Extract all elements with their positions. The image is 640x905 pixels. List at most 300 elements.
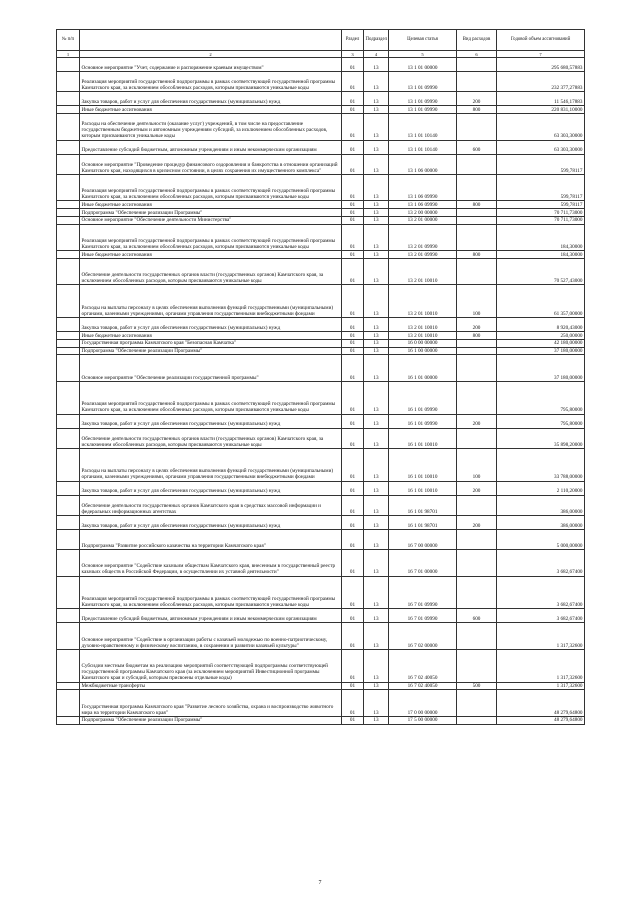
num-cell xyxy=(57,576,80,609)
row-razdel: 01 xyxy=(342,209,364,217)
row-razdel: 01 xyxy=(342,529,364,549)
row-podrazdel: 13 xyxy=(364,285,389,318)
row-podrazdel: 13 xyxy=(364,716,389,724)
table-row xyxy=(57,690,585,717)
num-cell xyxy=(57,201,80,209)
col-number: 5 xyxy=(389,51,457,58)
row-name: Иные бюджетные ассигнования xyxy=(80,201,342,209)
row-sum: 795,80000 xyxy=(497,381,585,414)
row-sum: 8 920,43000 xyxy=(497,318,585,332)
row-expense-type: 200 xyxy=(457,515,497,529)
row-name: Подпрограмма "Обеспечение реализации Программы" xyxy=(80,716,342,724)
row-name: Государственная программа Камчатского края "Развитие лесного хозяйства, охрана и воспроизводство животного мира на территории Камчатского края" xyxy=(80,690,342,717)
row-expense-type xyxy=(457,347,497,355)
row-sum: 232 377,27883 xyxy=(497,72,585,92)
row-razdel: 01 xyxy=(342,106,364,114)
row-razdel: 01 xyxy=(342,609,364,623)
row-podrazdel: 13 xyxy=(364,106,389,114)
num-cell xyxy=(57,258,80,285)
row-razdel: 01 xyxy=(342,428,364,448)
row-name: Предоставление субсидий бюджетным, автономным учреждениям и иным некоммерческим организациям xyxy=(80,140,342,154)
num-cell xyxy=(57,355,80,382)
row-target-article: 13 1 01 00000 xyxy=(389,58,457,72)
num-cell xyxy=(57,106,80,114)
row-target-article: 13 1 01 10140 xyxy=(389,114,457,141)
row-name: Основное мероприятие "Содействие казачьим обществам Камчатского края, внесенным в государственный реестр казачьих обществ в Российской Федерации, в осуществлении их уставной деятельности" xyxy=(80,550,342,577)
row-target-article: 16 1 00 00000 xyxy=(389,347,457,355)
row-podrazdel: 13 xyxy=(364,515,389,529)
row-sum: 184,30000 xyxy=(497,251,585,259)
num-cell xyxy=(57,682,80,690)
table-row xyxy=(57,174,585,201)
row-name: Расходы на выплаты персоналу в целях обеспечения выполнения функций государственными (муниципальными) органами, казенными учреждениями, органами управления государственными внебюджетными фондами xyxy=(80,448,342,481)
row-razdel: 01 xyxy=(342,414,364,428)
table-row xyxy=(57,716,585,724)
table-row xyxy=(57,258,585,285)
row-podrazdel: 13 xyxy=(364,174,389,201)
table-row xyxy=(57,623,585,650)
row-expense-type: 200 xyxy=(457,481,497,495)
row-podrazdel: 13 xyxy=(364,355,389,382)
row-razdel: 01 xyxy=(342,355,364,382)
row-podrazdel: 13 xyxy=(364,495,389,515)
row-podrazdel: 13 xyxy=(364,209,389,217)
num-cell xyxy=(57,716,80,724)
row-expense-type xyxy=(457,355,497,382)
header-expense-type: Вид расходов xyxy=(457,30,497,51)
row-expense-type xyxy=(457,690,497,717)
row-podrazdel: 13 xyxy=(364,690,389,717)
table-row xyxy=(57,414,585,428)
row-razdel: 01 xyxy=(342,92,364,106)
budget-table-sheet xyxy=(56,29,584,725)
num-cell xyxy=(57,347,80,355)
row-expense-type xyxy=(457,495,497,515)
row-target-article: 13 2 01 10010 xyxy=(389,258,457,285)
row-sum: 37 180,00000 xyxy=(497,347,585,355)
num-cell xyxy=(57,414,80,428)
row-razdel: 01 xyxy=(342,332,364,340)
row-podrazdel: 13 xyxy=(364,414,389,428)
num-cell xyxy=(57,154,80,174)
row-name: Государственная программа Камчатского края "Безопасная Камчатка" xyxy=(80,339,342,347)
row-sum: 37 180,00000 xyxy=(497,355,585,382)
row-sum: 1 317,32600 xyxy=(497,682,585,690)
table-row xyxy=(57,529,585,549)
row-name: Подпрограмма "Обеспечение реализации Программы" xyxy=(80,209,342,217)
row-name: Основное мероприятие "Обеспечение реализации государственной программы" xyxy=(80,355,342,382)
row-podrazdel: 13 xyxy=(364,201,389,209)
row-podrazdel: 13 xyxy=(364,216,389,224)
row-name: Субсидии местным бюджетам на реализацию мероприятий соответствующей подпрограммы соответствующей государственной программы Камчатского края (за исключением мероприятий Инвестиционной программы Камчатского края и субсидий, которым присвоены отдельные коды) xyxy=(80,649,342,682)
row-razdel: 01 xyxy=(342,381,364,414)
row-podrazdel: 13 xyxy=(364,224,389,251)
row-sum: 220 831,10000 xyxy=(497,106,585,114)
row-expense-type xyxy=(457,72,497,92)
num-cell xyxy=(57,174,80,201)
column-number-row xyxy=(57,51,585,58)
row-expense-type xyxy=(457,174,497,201)
row-razdel: 01 xyxy=(342,114,364,141)
row-target-article: 16 7 01 00000 xyxy=(389,550,457,577)
num-cell xyxy=(57,285,80,318)
row-sum: 35 898,20000 xyxy=(497,428,585,448)
table-row xyxy=(57,106,585,114)
row-sum: 3 682,67400 xyxy=(497,609,585,623)
row-name: Реализация мероприятий государственной подпрограммы в рамках соответствующей государственной программы Камчатского края, за исключением обособленных расходов, которым присваиваются уникальные коды xyxy=(80,224,342,251)
row-name: Закупка товаров, работ и услуг для обеспечения государственных (муниципальных) нужд xyxy=(80,318,342,332)
row-podrazdel: 13 xyxy=(364,318,389,332)
row-name: Иные бюджетные ассигнования xyxy=(80,106,342,114)
row-name: Иные бюджетные ассигнования xyxy=(80,251,342,259)
row-target-article: 16 0 00 00000 xyxy=(389,339,457,347)
row-sum: 42 180,00000 xyxy=(497,339,585,347)
table-row xyxy=(57,209,585,217)
row-podrazdel: 13 xyxy=(364,448,389,481)
row-podrazdel: 13 xyxy=(364,251,389,259)
row-name: Обеспечение деятельности государственных органов власти (государственных органов) Камчатского края, за исключением обособленных расходов, которым присваиваются уникальные коды xyxy=(80,428,342,448)
row-podrazdel: 13 xyxy=(364,649,389,682)
row-sum: 1 317,32600 xyxy=(497,649,585,682)
row-expense-type: 800 xyxy=(457,106,497,114)
row-name: Иные бюджетные ассигнования xyxy=(80,332,342,340)
row-target-article: 13 1 01 09990 xyxy=(389,72,457,92)
row-podrazdel: 13 xyxy=(364,154,389,174)
row-sum: 599,78117 xyxy=(497,174,585,201)
row-razdel: 01 xyxy=(342,140,364,154)
row-podrazdel: 13 xyxy=(364,114,389,141)
row-razdel: 01 xyxy=(342,339,364,347)
num-cell xyxy=(57,318,80,332)
row-target-article: 13 2 01 00000 xyxy=(389,216,457,224)
row-name: Расходы на выплаты персоналу в целях обеспечения выполнения функций государственными (муниципальными) органами, казенными учреждениями, органами управления государственными внебюджетными фондами xyxy=(80,285,342,318)
table-row xyxy=(57,649,585,682)
row-target-article: 13 2 01 09990 xyxy=(389,251,457,259)
num-cell xyxy=(57,209,80,217)
row-name: Реализация мероприятий государственной подпрограммы в рамках соответствующей государственной программы Камчатского края, за исключением обособленных расходов, которым присваиваются уникальные коды xyxy=(80,576,342,609)
table-body xyxy=(57,58,585,725)
row-razdel: 01 xyxy=(342,682,364,690)
row-sum: 1 317,32600 xyxy=(497,623,585,650)
num-cell xyxy=(57,72,80,92)
row-podrazdel: 13 xyxy=(364,347,389,355)
row-razdel: 01 xyxy=(342,576,364,609)
row-target-article: 16 7 02 40050 xyxy=(389,682,457,690)
row-sum: 795,80000 xyxy=(497,414,585,428)
row-razdel: 01 xyxy=(342,649,364,682)
row-expense-type xyxy=(457,716,497,724)
row-razdel: 01 xyxy=(342,318,364,332)
num-cell xyxy=(57,448,80,481)
row-razdel: 01 xyxy=(342,285,364,318)
table-row xyxy=(57,550,585,577)
row-expense-type: 800 xyxy=(457,251,497,259)
row-target-article: 13 1 01 09990 xyxy=(389,106,457,114)
row-name: Подпрограмма "Обеспечение реализации Программы" xyxy=(80,347,342,355)
row-target-article: 16 7 01 09990 xyxy=(389,609,457,623)
row-razdel: 01 xyxy=(342,347,364,355)
row-name: Межбюджетные трансферты xyxy=(80,682,342,690)
num-cell xyxy=(57,58,80,72)
row-podrazdel: 13 xyxy=(364,381,389,414)
row-expense-type xyxy=(457,209,497,217)
row-expense-type xyxy=(457,339,497,347)
row-sum: 599,78117 xyxy=(497,201,585,209)
table-header-row xyxy=(57,30,585,51)
row-sum: 63 303,30000 xyxy=(497,140,585,154)
row-sum: 250,00000 xyxy=(497,332,585,340)
row-podrazdel: 13 xyxy=(364,428,389,448)
row-expense-type: 200 xyxy=(457,92,497,106)
col-number: 6 xyxy=(457,51,497,58)
row-podrazdel: 13 xyxy=(364,550,389,577)
row-razdel: 01 xyxy=(342,216,364,224)
row-expense-type xyxy=(457,381,497,414)
table-row xyxy=(57,339,585,347)
row-sum: 48 279,64800 xyxy=(497,690,585,717)
row-expense-type: 200 xyxy=(457,414,497,428)
num-cell xyxy=(57,428,80,448)
table-row xyxy=(57,201,585,209)
row-razdel: 01 xyxy=(342,690,364,717)
table-row xyxy=(57,92,585,106)
table-row xyxy=(57,448,585,481)
row-sum: 386,00000 xyxy=(497,495,585,515)
row-target-article: 16 1 01 10010 xyxy=(389,448,457,481)
num-cell xyxy=(57,332,80,340)
row-name: Предоставление субсидий бюджетным, автономным учреждениям и иным некоммерческим организациям xyxy=(80,609,342,623)
row-sum: 295 680,57883 xyxy=(497,58,585,72)
budget-table xyxy=(56,29,585,725)
num-cell xyxy=(57,92,80,106)
row-target-article: 13 1 06 09990 xyxy=(389,174,457,201)
row-target-article: 16 1 01 10010 xyxy=(389,481,457,495)
table-row xyxy=(57,428,585,448)
row-target-article: 13 2 01 10010 xyxy=(389,318,457,332)
row-expense-type xyxy=(457,550,497,577)
row-podrazdel: 13 xyxy=(364,682,389,690)
row-target-article: 13 1 01 10140 xyxy=(389,140,457,154)
row-razdel: 01 xyxy=(342,495,364,515)
col-number: 3 xyxy=(342,51,364,58)
row-target-article: 16 1 01 98701 xyxy=(389,495,457,515)
row-expense-type xyxy=(457,224,497,251)
row-razdel: 01 xyxy=(342,251,364,259)
row-podrazdel: 13 xyxy=(364,72,389,92)
row-target-article: 16 1 01 00000 xyxy=(389,355,457,382)
row-sum: 184,30000 xyxy=(497,224,585,251)
num-cell xyxy=(57,550,80,577)
row-name: Закупка товаров, работ и услуг для обеспечения государственных (муниципальных) нужд xyxy=(80,414,342,428)
table-row xyxy=(57,216,585,224)
row-target-article: 13 1 01 09990 xyxy=(389,92,457,106)
num-cell xyxy=(57,529,80,549)
table-row xyxy=(57,224,585,251)
col-number: 4 xyxy=(364,51,389,58)
row-sum: 70 711,73000 xyxy=(497,216,585,224)
row-razdel: 01 xyxy=(342,623,364,650)
row-name: Основное мероприятие "Обеспечение деятельности Министерства" xyxy=(80,216,342,224)
row-expense-type: 500 xyxy=(457,682,497,690)
row-razdel: 01 xyxy=(342,481,364,495)
row-target-article: 16 7 00 00000 xyxy=(389,529,457,549)
row-target-article: 16 1 01 10010 xyxy=(389,428,457,448)
row-podrazdel: 13 xyxy=(364,140,389,154)
row-name: Реализация мероприятий государственной подпрограммы в рамках соответствующей государственной программы Камчатского края, за исключением обособленных расходов, которым присваиваются уникальные коды xyxy=(80,174,342,201)
num-cell xyxy=(57,114,80,141)
row-name: Закупка товаров, работ и услуг для обеспечения государственных (муниципальных) нужд xyxy=(80,481,342,495)
row-podrazdel: 13 xyxy=(364,339,389,347)
row-target-article: 13 2 01 10010 xyxy=(389,285,457,318)
table-row xyxy=(57,251,585,259)
num-cell xyxy=(57,224,80,251)
row-sum: 63 303,30000 xyxy=(497,114,585,141)
table-row xyxy=(57,332,585,340)
row-razdel: 01 xyxy=(342,716,364,724)
row-expense-type xyxy=(457,58,497,72)
row-sum: 33 788,00000 xyxy=(497,448,585,481)
row-podrazdel: 13 xyxy=(364,576,389,609)
num-cell xyxy=(57,251,80,259)
table-row xyxy=(57,347,585,355)
row-expense-type: 200 xyxy=(457,318,497,332)
row-expense-type xyxy=(457,623,497,650)
row-name: Обеспечение деятельности государственных органов Камчатского края в средствах массовой информации и федеральных информационных агентствах xyxy=(80,495,342,515)
row-podrazdel: 13 xyxy=(364,623,389,650)
table-row xyxy=(57,481,585,495)
row-expense-type: 100 xyxy=(457,285,497,318)
row-target-article: 16 1 01 09990 xyxy=(389,381,457,414)
row-expense-type: 100 xyxy=(457,448,497,481)
row-sum: 3 682,67400 xyxy=(497,576,585,609)
row-expense-type xyxy=(457,649,497,682)
row-name: Реализация мероприятий государственной подпрограммы в рамках соответствующей государственной программы Камчатского края, за исключением обособленных расходов, которым присваиваются уникальные коды xyxy=(80,72,342,92)
num-cell xyxy=(57,216,80,224)
row-sum: 5 000,00000 xyxy=(497,529,585,549)
row-podrazdel: 13 xyxy=(364,609,389,623)
table-row xyxy=(57,609,585,623)
row-expense-type xyxy=(457,114,497,141)
row-name: Закупка товаров, работ и услуг для обеспечения государственных (муниципальных) нужд xyxy=(80,515,342,529)
table-row xyxy=(57,114,585,141)
row-expense-type xyxy=(457,154,497,174)
col-number: 7 xyxy=(497,51,585,58)
row-name: Основное мероприятие "Проведение процедур финансового оздоровления и банкротства в отношении организаций Камчатского края, находящихся в кризисном состоянии, в целях сохранения их имущественного комплекса" xyxy=(80,154,342,174)
row-razdel: 01 xyxy=(342,224,364,251)
row-target-article: 13 1 06 00000 xyxy=(389,154,457,174)
row-expense-type xyxy=(457,529,497,549)
row-target-article: 16 7 02 00000 xyxy=(389,623,457,650)
table-row xyxy=(57,495,585,515)
row-razdel: 01 xyxy=(342,154,364,174)
table-row xyxy=(57,682,585,690)
row-razdel: 01 xyxy=(342,72,364,92)
table-row xyxy=(57,355,585,382)
table-row xyxy=(57,515,585,529)
row-sum: 599,78117 xyxy=(497,154,585,174)
num-cell xyxy=(57,649,80,682)
row-name: Основное мероприятие "Содействие в организации работы с казачьей молодежью по военно-патриотическому, духовно-нравственному и физическому воспитанию, в сохранении и развитии казачьей культуры" xyxy=(80,623,342,650)
row-name: Реализация мероприятий государственной подпрограммы в рамках соответствующей государственной программы Камчатского края, за исключением обособленных расходов, которым присваиваются уникальные коды xyxy=(80,381,342,414)
row-target-article: 16 7 01 09990 xyxy=(389,576,457,609)
row-sum: 48 279,64800 xyxy=(497,716,585,724)
row-sum: 2 110,20000 xyxy=(497,481,585,495)
table-row xyxy=(57,154,585,174)
header-razdel: Раздел xyxy=(342,30,364,51)
row-razdel: 01 xyxy=(342,58,364,72)
table-row xyxy=(57,72,585,92)
num-cell xyxy=(57,481,80,495)
row-sum: 70 711,73000 xyxy=(497,209,585,217)
row-sum: 11 546,17883 xyxy=(497,92,585,106)
row-target-article: 13 1 06 09990 xyxy=(389,201,457,209)
table-row xyxy=(57,140,585,154)
row-target-article: 16 1 01 98701 xyxy=(389,515,457,529)
col-number: 2 xyxy=(80,51,342,58)
table-row xyxy=(57,58,585,72)
header-name xyxy=(80,30,342,51)
row-razdel: 01 xyxy=(342,550,364,577)
num-cell xyxy=(57,609,80,623)
row-razdel: 01 xyxy=(342,258,364,285)
row-razdel: 01 xyxy=(342,174,364,201)
row-target-article: 13 2 01 09990 xyxy=(389,224,457,251)
row-target-article: 17 0 00 00000 xyxy=(389,690,457,717)
row-expense-type xyxy=(457,576,497,609)
row-razdel: 01 xyxy=(342,515,364,529)
header-num: № п/п xyxy=(57,30,80,51)
row-expense-type xyxy=(457,216,497,224)
header-annual-sum: Годовой объем ассигнований xyxy=(497,30,585,51)
num-cell xyxy=(57,495,80,515)
row-expense-type: 800 xyxy=(457,201,497,209)
row-sum: 61 357,00000 xyxy=(497,285,585,318)
row-name: Закупка товаров, работ и услуг для обеспечения государственных (муниципальных) нужд xyxy=(80,92,342,106)
row-target-article: 13 2 00 00000 xyxy=(389,209,457,217)
row-expense-type: 600 xyxy=(457,609,497,623)
num-cell xyxy=(57,140,80,154)
num-cell xyxy=(57,515,80,529)
table-row xyxy=(57,381,585,414)
row-expense-type: 800 xyxy=(457,332,497,340)
num-cell xyxy=(57,339,80,347)
row-razdel: 01 xyxy=(342,448,364,481)
row-podrazdel: 13 xyxy=(364,481,389,495)
row-name: Обеспечение деятельности государственных органов власти (государственных органов) Камчатского края, за исключением обособленных расходов, которым присваиваются уникальные коды xyxy=(80,258,342,285)
row-expense-type xyxy=(457,428,497,448)
row-sum: 386,00000 xyxy=(497,515,585,529)
num-cell xyxy=(57,690,80,717)
row-podrazdel: 13 xyxy=(364,92,389,106)
row-podrazdel: 13 xyxy=(364,332,389,340)
page-number: 7 xyxy=(318,880,322,886)
table-row xyxy=(57,285,585,318)
row-name: Расходы на обеспечение деятельности (оказание услуг) учреждений, в том числе на предоставление государственным бюджетным и автономным учреждениям субсидий, за исключением обособленных расходов, которым присваиваются уникальные коды xyxy=(80,114,342,141)
col-number: 1 xyxy=(57,51,80,58)
row-sum: 3 682,67400 xyxy=(497,550,585,577)
table-row xyxy=(57,576,585,609)
row-expense-type xyxy=(457,258,497,285)
row-target-article: 16 1 01 09990 xyxy=(389,414,457,428)
row-target-article: 13 2 01 10010 xyxy=(389,332,457,340)
num-cell xyxy=(57,381,80,414)
row-razdel: 01 xyxy=(342,201,364,209)
row-podrazdel: 13 xyxy=(364,529,389,549)
row-name: Подпрограмма "Развитие российского казачества на территории Камчатского края" xyxy=(80,529,342,549)
header-target-article: Целевая статья xyxy=(389,30,457,51)
table-row xyxy=(57,318,585,332)
row-podrazdel: 13 xyxy=(364,258,389,285)
